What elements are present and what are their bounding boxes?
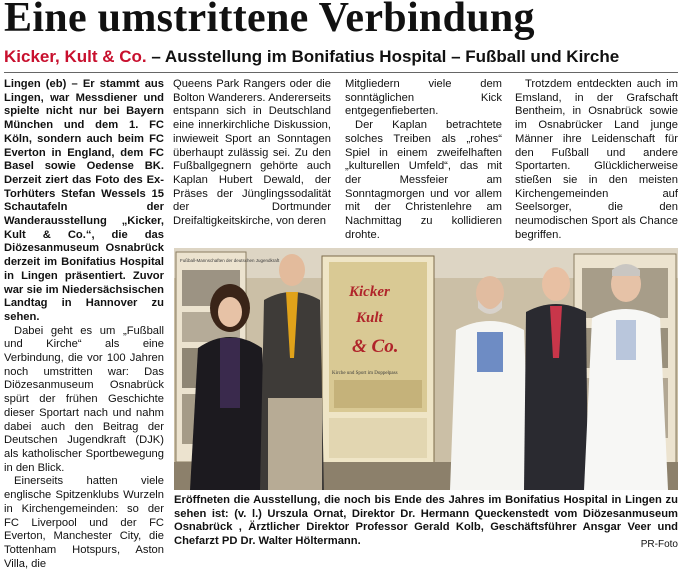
paragraph: Trotzdem entdeckten auch im Emsland, in der Grafschaft Bentheim, in Osnabrück sowie im Osnabrücker Land junge Männer ihre Leidenschaft für den Fußball und andere Sportarten. Glücklicherweise stießen sie in den meisten Kirchengemeinden auf Seelsorger, die den neumodischen Sport als Chance begriffen. (515, 78, 678, 241)
article-column-3 (345, 78, 502, 242)
article-column-4 (515, 78, 678, 242)
photo-credit: PR-Foto (640, 539, 678, 550)
poster-title-2: Kult (356, 310, 383, 326)
paragraph: Der Kaplan betrachtete solches Treiben als „rohes“ Spiel in einem zweifelhaften „kulturellen Umfeld“, das mit der Messfeier am Sonntagmorgen und vor allem mit der Christenlehre am Nachmittag zu kollidieren drohte. (345, 119, 502, 241)
photo-illustration (174, 248, 678, 490)
article-column-2 (173, 78, 331, 229)
lead-paragraph: Lingen (eb) – Er stammt aus Lingen, war Messdiener und spielte nicht nur bei Bayern München und dem 1. FC Köln, sondern auch beim FC Everton in England, dem FC Basel sowie Oedense BK. Derzeit ziert das Foto des Ex-Torhüters Stefan Wessels 15 Schautafeln der Wanderausstellung „Kicker, Kult & Co.“, die das Diözesanmuseum Osnabrück derzeit im Bonifatius Hospital in Lingen präsentiert. Zuvor war sie im Niedersächsischen Landtag in Hannover zu sehen. (4, 78, 164, 323)
paragraph: Queens Park Rangers oder die Bolton Wanderers. Andererseits entspann sich in Deutschland eine innerkirchliche Diskussion, inwieweit Sport an Sonntagen überhaupt zulässig sei. Zu den Fußballgegnern gehörte auch Kaplan Hubert Dewald, der Präses der Jünglingssodalität der Dortmunder Dreifaltigkeitskirche, von deren (173, 78, 331, 228)
headline-rule (4, 72, 678, 73)
subheadline (4, 47, 619, 67)
paragraph: Einerseits hatten viele englische Spitzenklubs Wurzeln in Kirchengemeinden: so der FC Liverpool und der FC Everton, Manchester City, die Tottenham Hotspurs, Aston Villa, die (4, 475, 164, 570)
poster-subtitle: Kirche und Sport im Doppelpass (332, 371, 398, 376)
paragraph: Dabei geht es um „Fußball und Kirche“ als eine Verbindung, die vor 100 Jahren noch umstritten war: Das Diözesanmuseum Osnabrück spürt der frühen Geschichte dieser Sportart nach und nahm dabei auch den Beitrag der Deutschen Jugendkraft (DJK) als katholischer Sportbewegung in den Blick. (4, 324, 164, 474)
exhibition-photo (174, 248, 678, 490)
poster-title-3: & Co. (352, 336, 399, 357)
subhead-accent: Kicker, Kult & Co. (4, 47, 147, 66)
poster-title-1: Kicker (349, 284, 390, 300)
headline: Eine umstrittene Verbindung (4, 0, 535, 41)
article-column-1 (4, 78, 164, 570)
left-panel-heading: Fußball-Mannschaften der deutschen Jugendkraft (180, 258, 280, 263)
paragraph: Mitgliedern viele dem sonntäglichen Kick entgegenfieberten. (345, 78, 502, 118)
subhead-rest: – Ausstellung im Bonifatius Hospital – Fußball und Kirche (146, 47, 620, 66)
photo-caption: Eröffneten die Ausstellung, die noch bis Ende des Jahres im Bonifatius Hospital in Lingen zu sehen ist: (v. l.) Urszula Ornat, Direktor Dr. Hermann Queckenstedt vom Diözesanmuseum Osnabrück , Ärztlicher Direktor Professor Gerald Kolb, Geschäftsführer Ansgar Veer und Chefarzt PD Dr. Walter Höltermann. (174, 494, 678, 548)
